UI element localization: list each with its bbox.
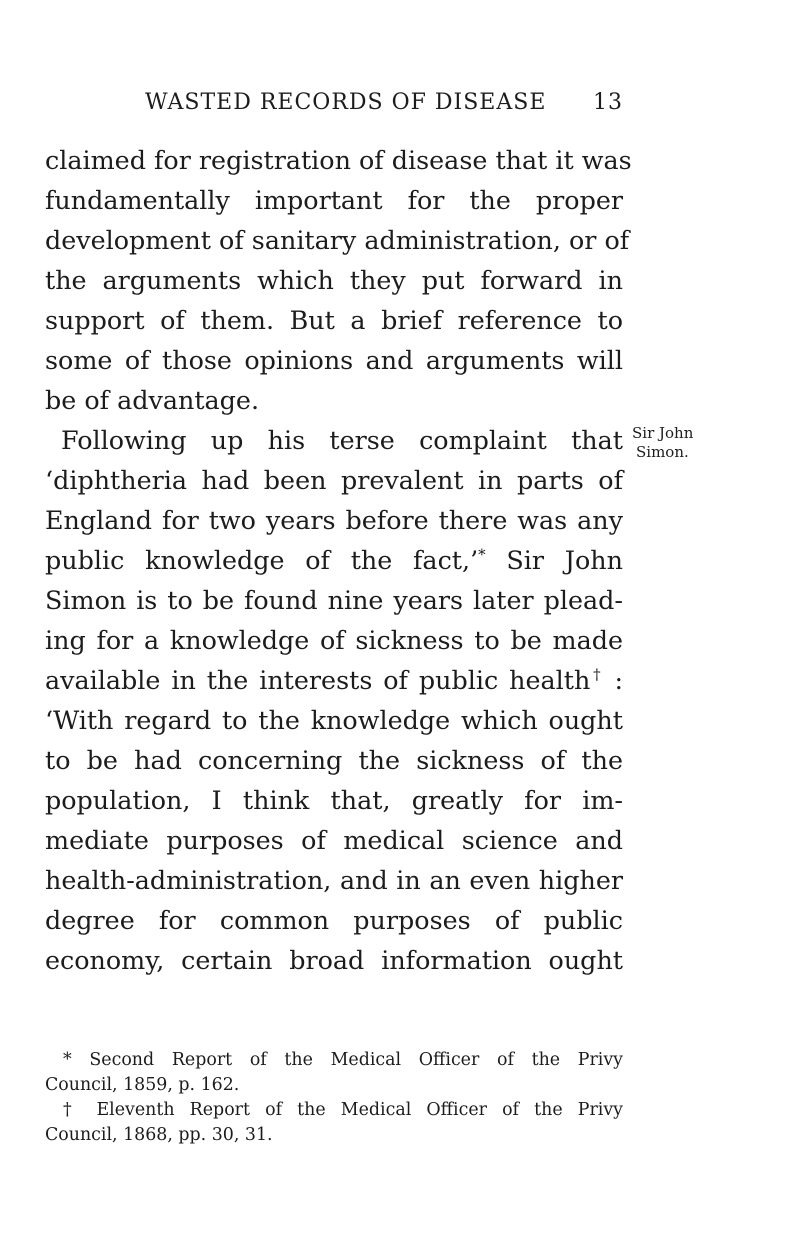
- text-line: [45, 660, 623, 700]
- text-line: population, I think that, greatly for im-: [45, 785, 623, 815]
- text-line: mediate purposes of medical science and: [45, 825, 623, 855]
- running-head: [145, 90, 623, 122]
- text-line: some of those opinions and arguments will: [45, 345, 623, 375]
- footnotes: [45, 1048, 623, 1148]
- text-line: Following up his terse complaint that: [61, 425, 623, 455]
- text-line: ‘diphtheria had been prevalent in parts of: [45, 465, 623, 495]
- footnote-mark-dagger: †: [590, 665, 604, 684]
- text-line: to be had concerning the sickness of the: [45, 745, 623, 775]
- footnote-line: † Eleventh Report of the Medical Officer of the Privy: [63, 1100, 623, 1120]
- page-number: 13: [593, 90, 623, 115]
- text-fragment: Sir John: [506, 545, 623, 575]
- text-fragment: public knowledge of the fact,’: [45, 545, 479, 575]
- text-line: degree for common purposes of public: [45, 905, 623, 935]
- text-line: development of sanitary administration, or of: [45, 225, 630, 255]
- footnote-line: * Second Report of the Medical Officer of the Privy: [63, 1050, 623, 1070]
- text-line: ‘With regard to the knowledge which ought: [45, 705, 623, 735]
- text-line: the arguments which they put forward in: [45, 265, 623, 295]
- text-line: fundamentally important for the proper: [45, 185, 623, 215]
- text-line: ing for a knowledge of sickness to be made: [45, 625, 623, 655]
- footnote-line: Council, 1868, pp. 30, 31.: [45, 1125, 273, 1145]
- text-fragment: available in the interests of public health: [45, 665, 591, 695]
- body-text: [45, 140, 632, 980]
- text-line: England for two years before there was any: [45, 505, 623, 535]
- text-line: be of advantage.: [45, 385, 260, 415]
- marginal-note-line: Sir John: [632, 424, 694, 442]
- running-head-title: WASTED RECORDS OF DISEASE: [145, 90, 547, 115]
- footnote-mark-asterisk: *: [478, 545, 486, 564]
- marginal-note: [632, 424, 782, 462]
- text-line: [45, 540, 623, 580]
- text-line: claimed for registration of disease that it was: [45, 145, 632, 175]
- text-line: Simon is to be found nine years later plead-: [45, 585, 623, 615]
- marginal-note-line: Simon.: [636, 443, 689, 461]
- text-line: health-administration, and in an even higher: [45, 865, 623, 895]
- text-fragment: :: [614, 665, 623, 695]
- footnote-line: Council, 1859, p. 162.: [45, 1075, 240, 1095]
- text-line: economy, certain broad information ought: [45, 945, 623, 975]
- text-line: support of them. But a brief reference to: [45, 305, 623, 335]
